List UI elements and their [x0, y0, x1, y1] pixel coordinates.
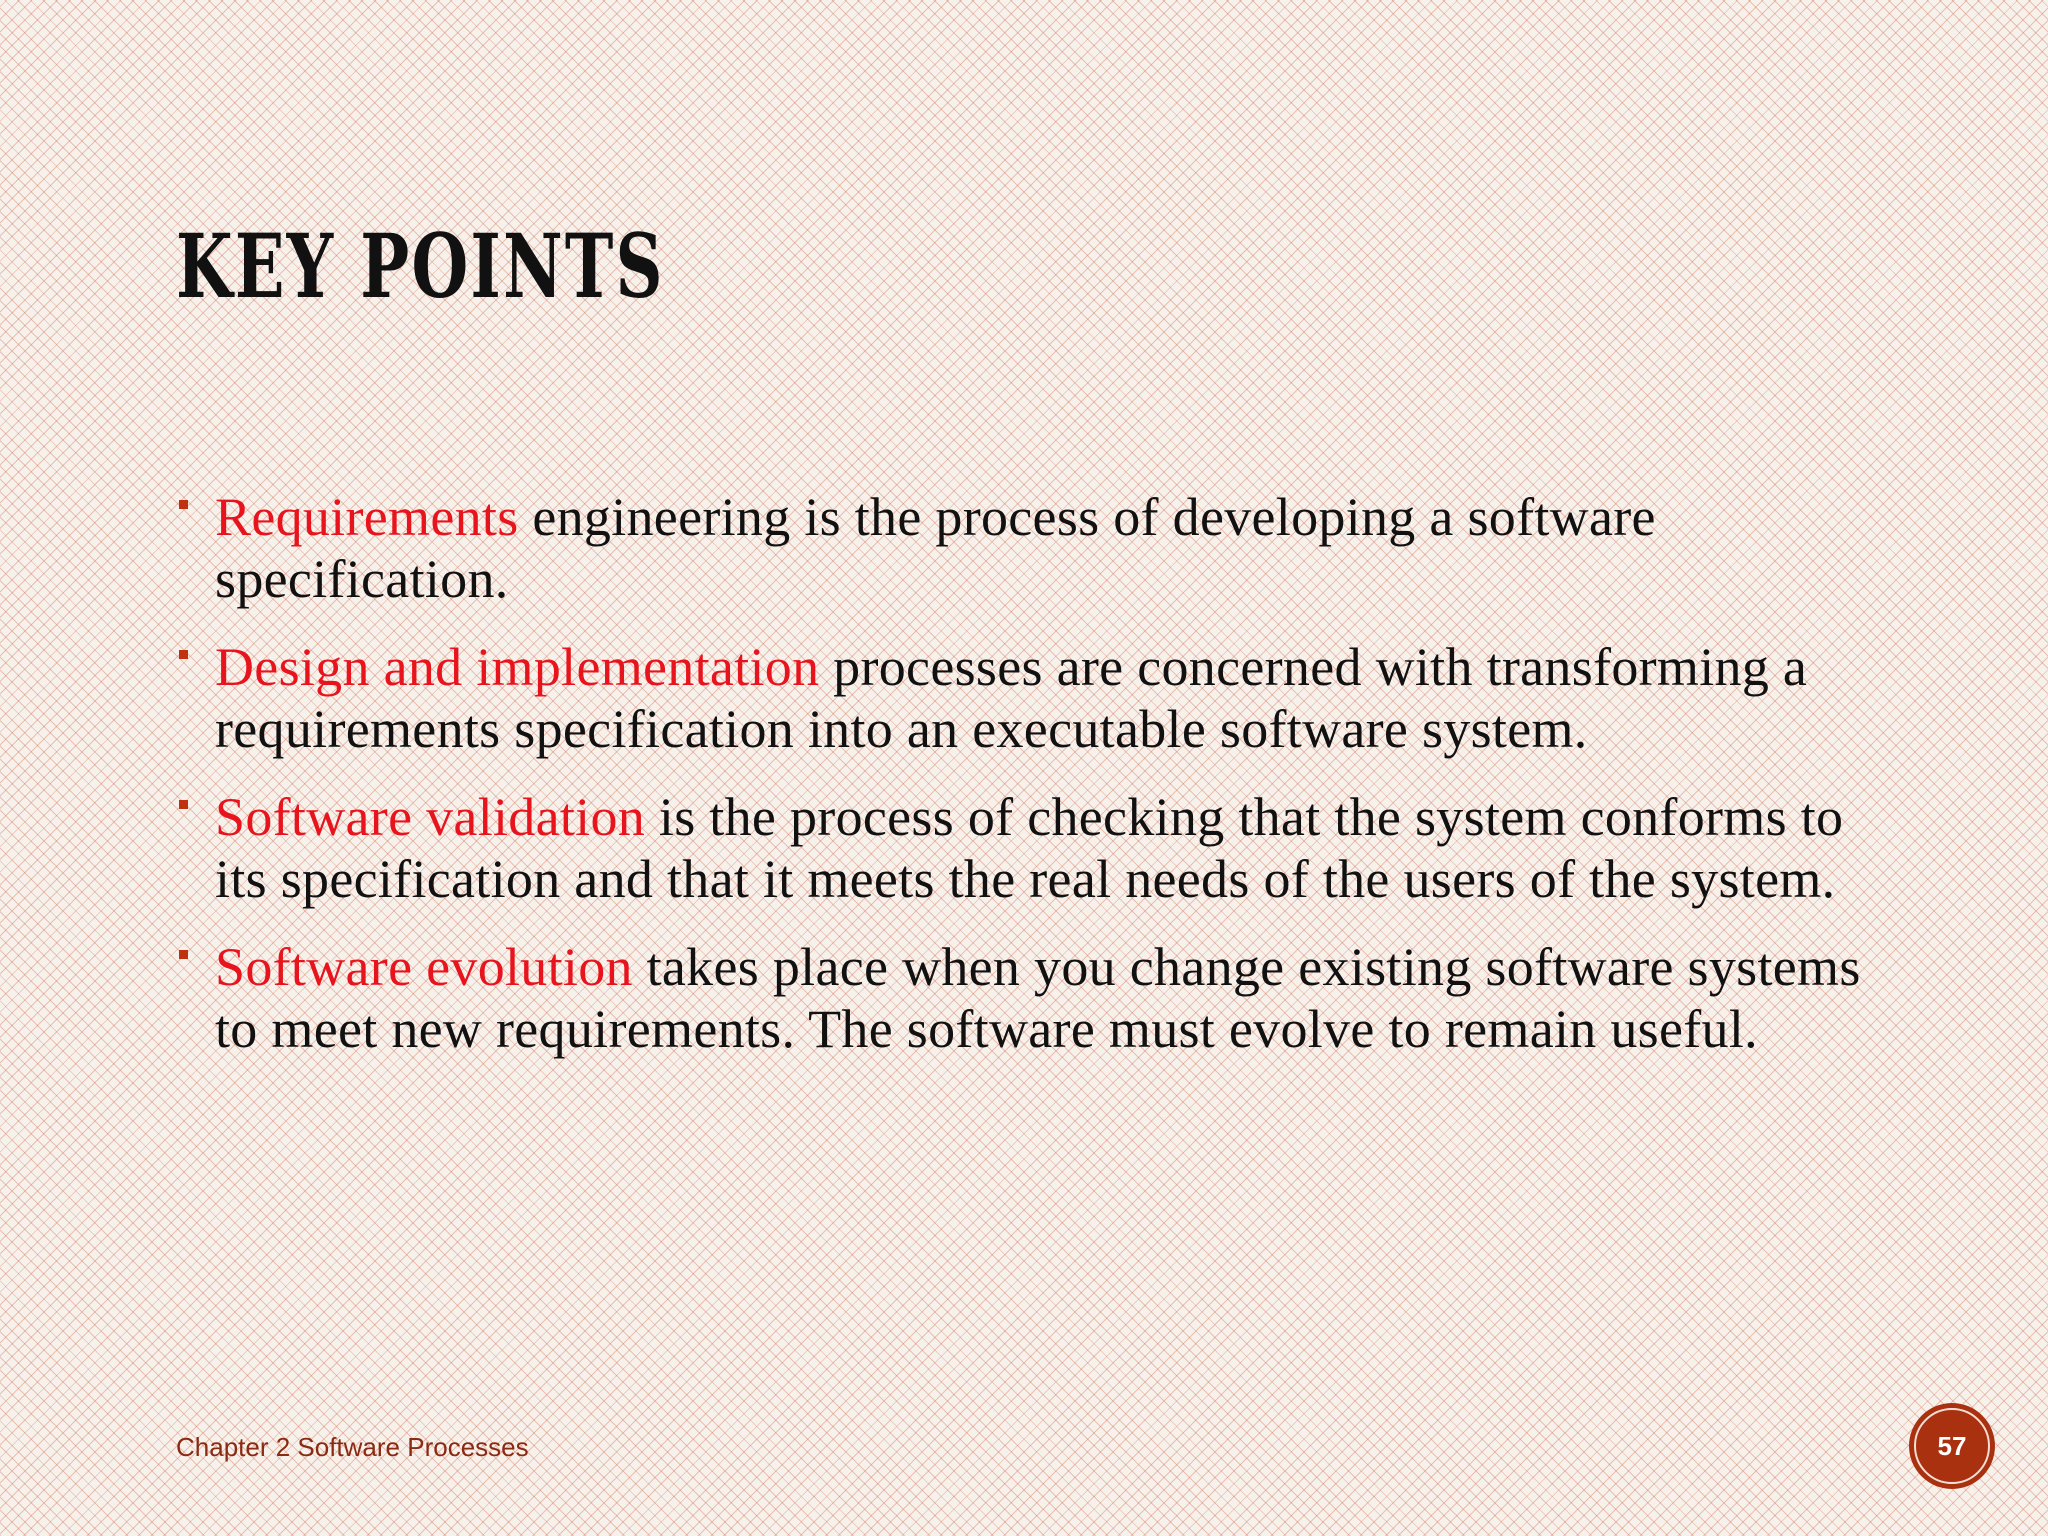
bullet-text: processes are concerned with transforming a requirements specification into an executable software system. — [215, 637, 1808, 759]
page-number: 57 — [1937, 1430, 1967, 1461]
bullet-term: Design and implementation — [215, 637, 820, 697]
square-bullet-icon — [179, 500, 188, 509]
slide-title: KEY POINTS — [176, 214, 665, 318]
bullet-item-requirements — [176, 486, 1876, 610]
square-bullet-icon — [179, 950, 188, 959]
square-bullet-icon — [179, 800, 188, 809]
bullet-item-evolution — [176, 936, 1876, 1060]
bullet-item-design — [176, 636, 1876, 760]
page-number-badge — [1910, 1404, 1994, 1488]
bullet-item-validation — [176, 786, 1876, 910]
bullet-term: Software evolution — [215, 937, 633, 997]
bullet-list — [176, 486, 1876, 1086]
bullet-text: engineering is the process of developing a software specification. — [215, 487, 1656, 609]
bullet-text: takes place when you change existing software systems to meet new requirements. The software must evolve to remain useful. — [215, 937, 1861, 1059]
bullet-term: Software validation — [215, 787, 646, 847]
slide-footer: Chapter 2 Software Processes — [176, 1432, 529, 1462]
bullet-text: is the process of checking that the system conforms to its specification and that it meets the real needs of the users of the system. — [215, 787, 1844, 909]
bullet-term: Requirements — [215, 487, 519, 547]
square-bullet-icon — [179, 650, 188, 659]
